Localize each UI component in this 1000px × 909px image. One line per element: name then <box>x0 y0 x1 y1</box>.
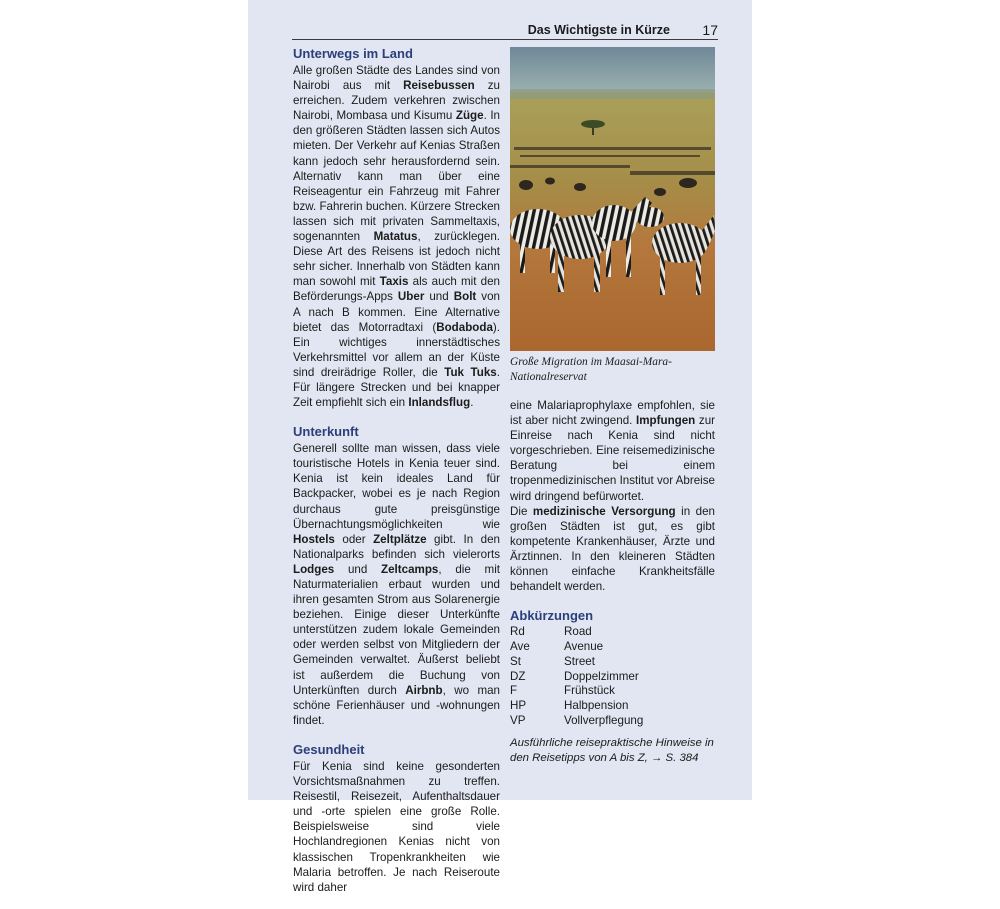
abbreviation-code: Ave <box>510 640 530 654</box>
paragraph-gesundheit-part1: Für Kenia sind keine gesonderten Vorsichtsmaßnahmen zu treffen. Reisestil, Reisezeit, Aufenthaltsdauer und -orte spielen eine große Rolle. Beispielsweise sind viele Hochlandregionen Kenias nicht von klassischen Tropenkrankheiten wie Malaria betroffen. Je nach Reiseroute wird daher <box>293 759 500 894</box>
abbreviation-row <box>510 670 643 685</box>
photo-caption: Große Migration im Maasai-Mara-Nationalreservat <box>510 356 672 383</box>
book-page <box>248 0 752 894</box>
section-heading-gesundheit: Gesundheit <box>293 741 365 757</box>
abbreviation-row <box>510 640 643 655</box>
page-number: 17 <box>702 22 718 38</box>
abbreviation-meaning: Street <box>564 654 595 668</box>
section-abkuerzungen <box>510 608 715 729</box>
abbreviation-row <box>510 625 643 640</box>
right-column <box>510 398 715 743</box>
abbreviation-meaning: Vollverpflegung <box>564 714 644 727</box>
section-unterwegs <box>293 46 500 410</box>
paragraph-unterkunft: Generell sollte man wissen, dass viele touristische Hotels in Kenia teuer sind. Kenia ist kein ideales Land für Backpacker, wobei es je nach Region durchaus gute preisgünstige Übernachtungsmöglichkeiten wie Hostels oder Zeltplätze gibt. In den Nationalparks befinden sich vielerorts Lodges und Zeltcamps, die mit Naturmaterialien erbaut wurden und ihren gesamten Strom aus Solarenergie beziehen. Einige dieser Unterkünfte unterstützen zudem lokale Gemeinden oder werden selbst von Mitgliedern der Gemeinden verwaltet. Äußerst beliebt ist außerdem die Buchung von Unterkünften durch Airbnb, wo man schöne Ferienhäuser und -wohnungen findet. <box>293 442 500 727</box>
abbreviation-code: F <box>510 684 518 698</box>
abbreviation-meaning: Frühstück <box>564 684 615 698</box>
header-title: Das Wichtigste in Kürze <box>527 23 670 37</box>
left-column <box>293 46 500 909</box>
abbreviation-meaning: Doppelzimmer <box>564 669 639 683</box>
abbreviation-row <box>510 714 643 729</box>
running-header <box>292 22 718 40</box>
abbreviation-row <box>510 684 643 699</box>
abbreviation-code: VP <box>510 714 526 727</box>
abbreviation-row <box>510 699 643 714</box>
section-gesundheit-continued <box>510 398 715 594</box>
section-heading-unterwegs: Unterwegs im Land <box>293 46 413 61</box>
abbreviation-meaning: Road <box>564 625 592 639</box>
abbreviation-code: HP <box>510 699 527 713</box>
abbreviation-code: DZ <box>510 669 526 683</box>
section-heading-abkuerzungen: Abkürzungen <box>510 608 594 624</box>
cross-reference-note: Ausführliche reisepraktische Hinweise in den Reisetipps von A bis Z, → S. 384 <box>510 737 714 764</box>
abbreviation-code: St <box>510 654 521 668</box>
section-unterkunft <box>293 424 500 728</box>
section-gesundheit <box>293 742 500 895</box>
section-heading-unterkunft: Unterkunft <box>293 424 359 440</box>
abbreviation-code: Rd <box>510 625 525 639</box>
abbreviation-row <box>510 655 643 670</box>
paragraph-gesundheit-part3: Die medizinische Versorgung in den großen Städten ist gut, es gibt kompetente Krankenhäuser, Ärzte und Ärztinnen. In den kleineren Städten können einfache Krankheitsfälle behandelt werden. <box>510 504 716 594</box>
abbreviations-table <box>510 625 643 729</box>
paragraph-gesundheit-part2: eine Malariaprophylaxe empfohlen, sie ist aber nicht zwingend. Impfungen zur Einreise nach Kenia sind nicht vorgeschrieben. Eine reisemedizinische Beratung bei einem tropenmedizinischen Institut vor Abreise wird dringend befürwortet. <box>510 399 715 503</box>
zebra-migration-photo <box>510 47 715 351</box>
paragraph-unterwegs: Alle großen Städte des Landes sind von Nairobi aus mit Reisebussen zu erreichen. Zudem verkehren zwischen Nairobi, Mombasa und Kisumu Züge. In den größeren Städten lassen sich Autos mieten. Der Verkehr auf Kenias Straßen kann jedoch sehr herausfordernd sein. Alternativ kann man über eine Reiseagentur ein Fahrzeug mit Fahrer bzw. Fahrerin buchen. Kürzere Strecken lassen sich mit privaten Sammeltaxis, sogenannten Matatus, zurücklegen. Diese Art des Reisens ist jedoch nicht sehr sicher. Innerhalb von Städten kann man sowohl mit Taxis als auch mit den Beförderungs-Apps Uber und Bolt von A nach B kommen. Eine Alternative bietet das Motorradtaxi (Bodaboda). Ein wichtiges innerstädtisches Verkehrsmittel vor allem an der Küste sind dreirädrige Roller, die Tuk Tuks. Für längere Strecken und bei knapper Zeit empfiehlt sich ein Inlandsflug. <box>293 64 501 410</box>
abbreviation-meaning: Halbpension <box>564 699 629 713</box>
abbreviation-meaning: Avenue <box>564 640 604 654</box>
